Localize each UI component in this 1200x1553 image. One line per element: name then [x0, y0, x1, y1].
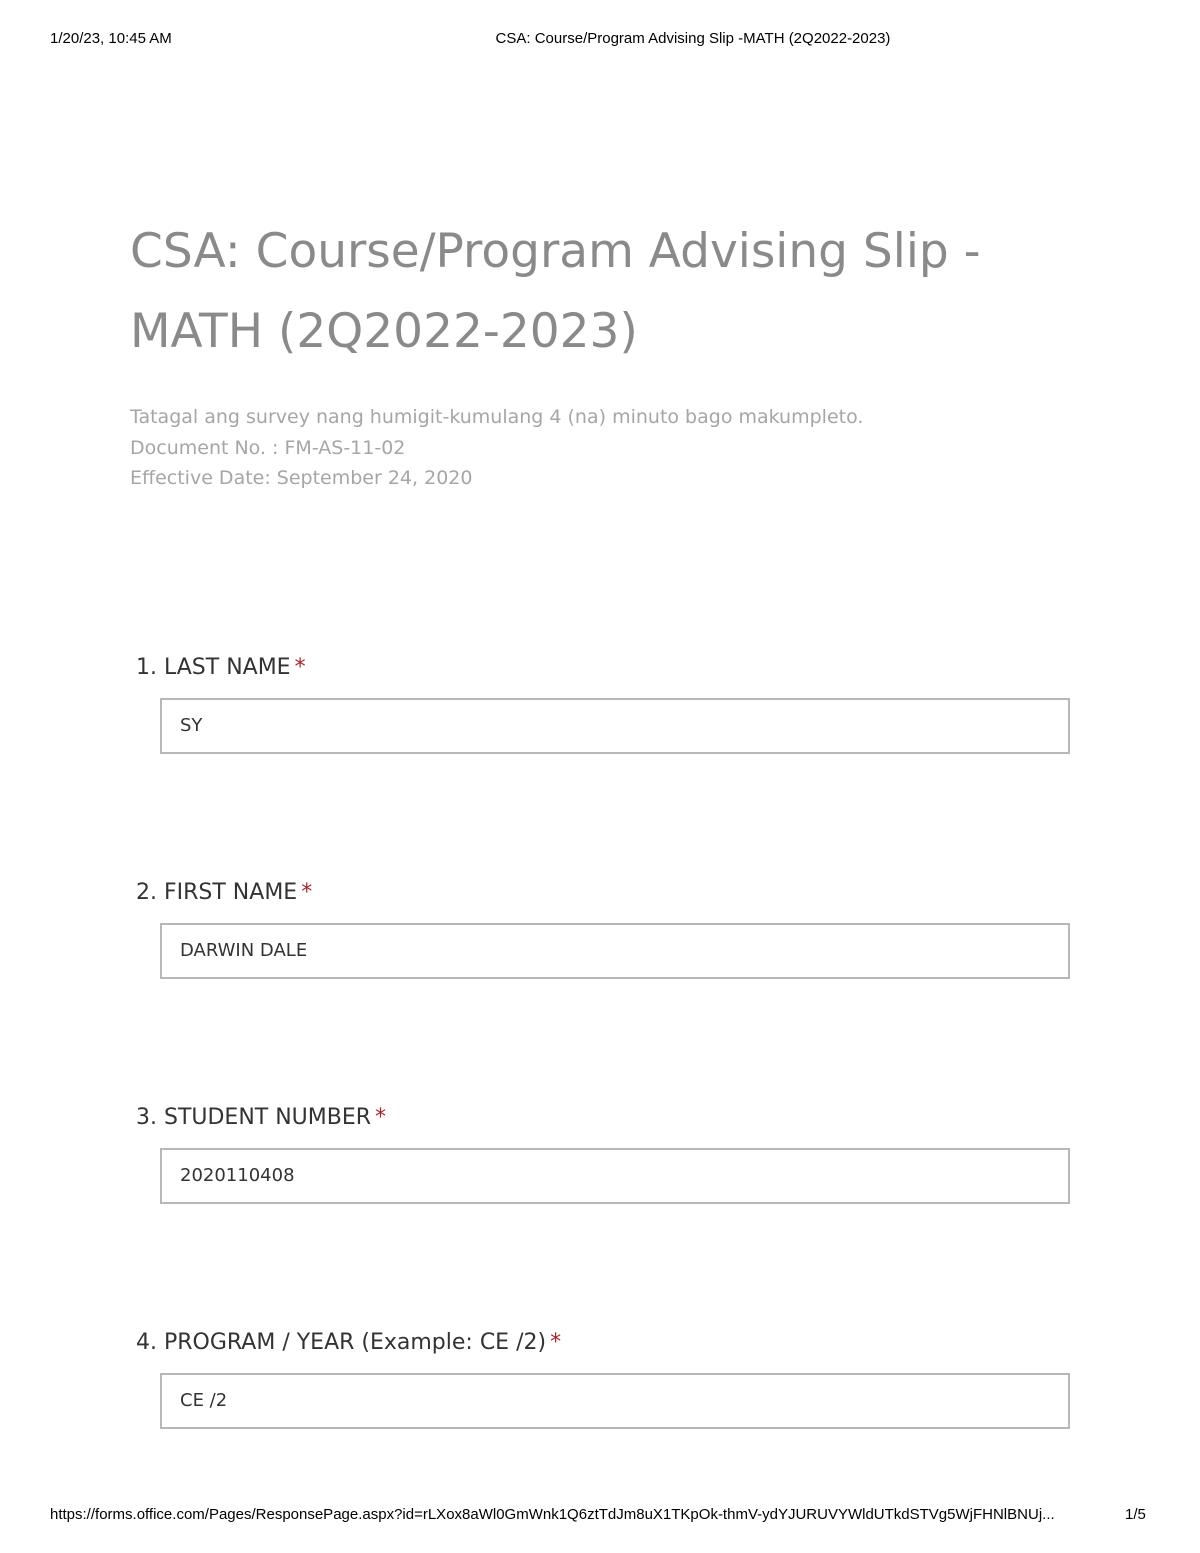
question-title: 1. LAST NAME — [136, 655, 291, 680]
question-title: 2. FIRST NAME — [136, 880, 298, 905]
question-label — [136, 1103, 1076, 1133]
form-title-line-1: CSA: Course/Program Advising Slip - — [130, 224, 981, 279]
form-description — [130, 402, 1090, 494]
student-number-answer-field[interactable]: 2020110408 — [160, 1148, 1070, 1204]
print-url: https://forms.office.com/Pages/ResponsePage.aspx?id=rLXox8aWl0GmWnk1Q6ztTdJm8uX1TKpOk-thmV-ydYJURUVYWldUTkdSTVg5WjFHNlBNUj... — [50, 1506, 1055, 1523]
document-number: Document No. : FM-AS-11-02 — [130, 436, 406, 459]
required-mark: * — [550, 1330, 562, 1355]
question-title: 3. STUDENT NUMBER — [136, 1105, 372, 1130]
first-name-answer-field[interactable]: DARWIN DALE — [160, 923, 1070, 979]
question-label — [136, 1328, 1076, 1358]
program-year-answer-field[interactable]: CE /2 — [160, 1373, 1070, 1429]
required-mark: * — [301, 880, 313, 905]
form-title-line-2: MATH (2Q2022-2023) — [130, 304, 638, 359]
question-last-name — [136, 653, 1076, 736]
print-header — [0, 30, 1200, 50]
print-footer — [0, 1506, 1200, 1526]
form-description-line: Tatagal ang survey nang humigit-kumulang 4 (na) minuto bago makumpleto. — [130, 406, 864, 428]
question-first-name — [136, 878, 1076, 961]
last-name-answer-field[interactable]: SY — [160, 698, 1070, 754]
question-program-year — [136, 1328, 1076, 1411]
question-student-number — [136, 1103, 1076, 1186]
form-title — [130, 212, 1090, 372]
question-label — [136, 653, 1076, 683]
print-datetime: 1/20/23, 10:45 AM — [50, 30, 172, 47]
required-mark: * — [294, 655, 306, 680]
print-page-number: 1/5 — [1125, 1506, 1146, 1523]
effective-date: Effective Date: September 24, 2020 — [130, 467, 473, 489]
required-mark: * — [375, 1105, 387, 1130]
question-label — [136, 878, 1076, 908]
print-page-title: CSA: Course/Program Advising Slip -MATH (2Q2022-2023) — [495, 30, 891, 47]
question-title: 4. PROGRAM / YEAR (Example: CE /2) — [136, 1330, 547, 1355]
